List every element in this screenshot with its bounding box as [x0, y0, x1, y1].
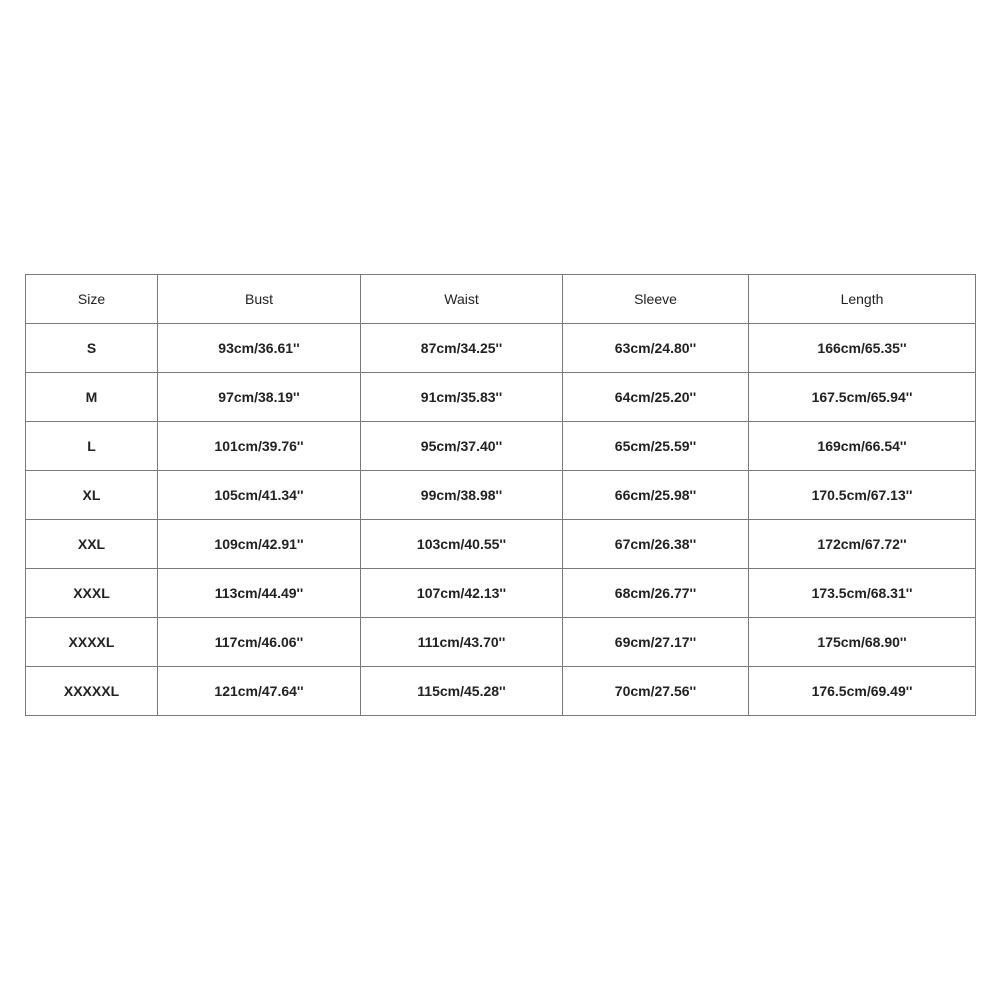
cell-size: XXXL	[26, 569, 158, 618]
cell-length: 169cm/66.54''	[749, 422, 976, 471]
cell-waist: 103cm/40.55''	[361, 520, 563, 569]
table-row	[26, 422, 976, 471]
cell-waist: 115cm/45.28''	[361, 667, 563, 716]
cell-length: 167.5cm/65.94''	[749, 373, 976, 422]
table-row	[26, 373, 976, 422]
cell-bust: 121cm/47.64''	[158, 667, 361, 716]
table-row	[26, 667, 976, 716]
cell-size: XL	[26, 471, 158, 520]
table-row	[26, 569, 976, 618]
cell-bust: 93cm/36.61''	[158, 324, 361, 373]
table-row	[26, 324, 976, 373]
cell-sleeve: 65cm/25.59''	[563, 422, 749, 471]
table-row	[26, 471, 976, 520]
header-length: Length	[749, 275, 976, 324]
header-sleeve: Sleeve	[563, 275, 749, 324]
cell-length: 173.5cm/68.31''	[749, 569, 976, 618]
cell-sleeve: 68cm/26.77''	[563, 569, 749, 618]
cell-size: M	[26, 373, 158, 422]
cell-waist: 95cm/37.40''	[361, 422, 563, 471]
cell-length: 170.5cm/67.13''	[749, 471, 976, 520]
cell-sleeve: 64cm/25.20''	[563, 373, 749, 422]
cell-length: 176.5cm/69.49''	[749, 667, 976, 716]
table-row	[26, 618, 976, 667]
cell-bust: 113cm/44.49''	[158, 569, 361, 618]
cell-size: XXXXXL	[26, 667, 158, 716]
cell-waist: 91cm/35.83''	[361, 373, 563, 422]
cell-sleeve: 70cm/27.56''	[563, 667, 749, 716]
cell-bust: 117cm/46.06''	[158, 618, 361, 667]
cell-length: 175cm/68.90''	[749, 618, 976, 667]
cell-sleeve: 63cm/24.80''	[563, 324, 749, 373]
cell-size: XXXXL	[26, 618, 158, 667]
cell-bust: 97cm/38.19''	[158, 373, 361, 422]
header-size: Size	[26, 275, 158, 324]
header-bust: Bust	[158, 275, 361, 324]
cell-length: 172cm/67.72''	[749, 520, 976, 569]
cell-bust: 105cm/41.34''	[158, 471, 361, 520]
cell-bust: 101cm/39.76''	[158, 422, 361, 471]
table-header-row	[26, 275, 976, 324]
cell-bust: 109cm/42.91''	[158, 520, 361, 569]
size-chart-table	[25, 274, 976, 716]
cell-waist: 87cm/34.25''	[361, 324, 563, 373]
cell-waist: 111cm/43.70''	[361, 618, 563, 667]
cell-size: S	[26, 324, 158, 373]
cell-waist: 99cm/38.98''	[361, 471, 563, 520]
table-row	[26, 520, 976, 569]
cell-size: XXL	[26, 520, 158, 569]
cell-waist: 107cm/42.13''	[361, 569, 563, 618]
cell-length: 166cm/65.35''	[749, 324, 976, 373]
header-waist: Waist	[361, 275, 563, 324]
cell-size: L	[26, 422, 158, 471]
cell-sleeve: 66cm/25.98''	[563, 471, 749, 520]
cell-sleeve: 67cm/26.38''	[563, 520, 749, 569]
cell-sleeve: 69cm/27.17''	[563, 618, 749, 667]
